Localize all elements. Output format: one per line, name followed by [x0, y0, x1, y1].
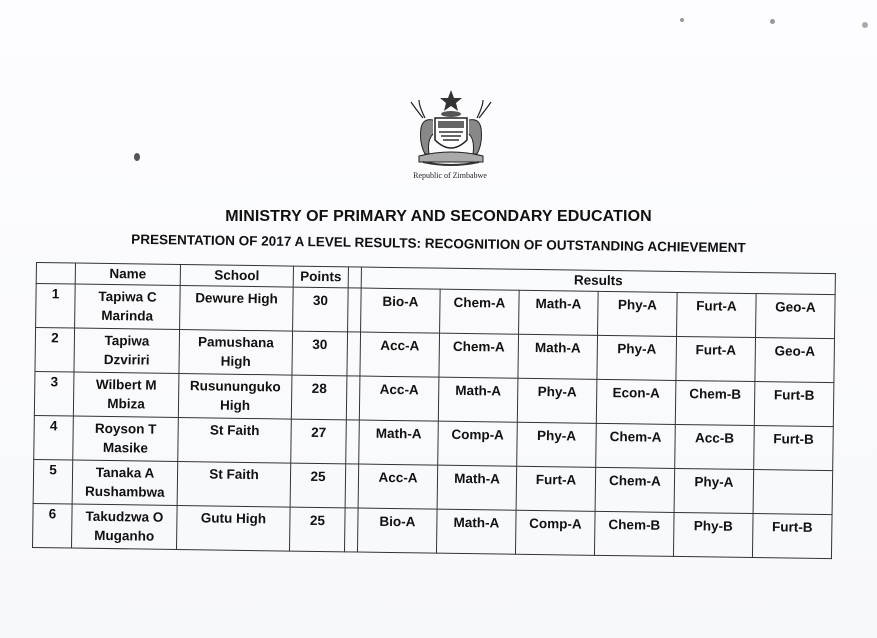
name-cell-line: Masike — [102, 439, 149, 456]
school-cell-line: Rusununguko — [189, 378, 281, 395]
scan-speck — [680, 18, 684, 22]
school-cell — [176, 505, 290, 551]
result-cell — [753, 470, 833, 515]
name-cell — [74, 328, 180, 373]
result-cell: Furt-B — [754, 382, 834, 427]
result-cell: Comp-A — [515, 510, 595, 555]
school-cell — [178, 374, 292, 420]
scan-speck — [862, 22, 868, 28]
column-header-gap — [348, 267, 361, 288]
result-cell: Math-A — [518, 334, 598, 379]
gap-cell — [347, 332, 361, 376]
gap-cell — [346, 376, 360, 420]
result-cell: Furt-A — [677, 292, 757, 337]
name-cell — [75, 284, 181, 329]
name-cell-line: Mbiza — [107, 396, 145, 412]
scan-speck — [770, 19, 775, 24]
result-cell: Phy-A — [598, 291, 678, 336]
republic-caption: Republic of Zimbabwe — [413, 171, 487, 180]
rank-cell: 2 — [35, 328, 75, 373]
name-cell-line: Takudzwa O — [85, 508, 164, 525]
name-cell-line: Dzviriri — [103, 351, 150, 368]
column-header-points: Points — [293, 266, 348, 288]
scan-speck — [134, 153, 140, 161]
name-cell — [73, 372, 179, 417]
column-header-number — [36, 263, 75, 285]
name-cell-line: Wilbert M — [95, 376, 157, 393]
rank-cell: 5 — [33, 459, 73, 504]
result-cell: Phy-A — [597, 335, 677, 380]
school-cell-line — [178, 439, 290, 460]
result-cell: Chem-A — [596, 423, 676, 468]
result-cell: Phy-B — [673, 512, 753, 557]
result-cell: Chem-B — [675, 380, 755, 425]
result-cell: Math-A — [519, 290, 599, 335]
points-cell: 25 — [289, 507, 345, 552]
points-cell: 30 — [292, 331, 348, 376]
result-cell: Geo-A — [755, 338, 835, 383]
name-cell — [72, 460, 178, 505]
school-cell — [179, 330, 293, 376]
result-cell: Chem-A — [595, 467, 675, 512]
school-cell-line: Dewure High — [195, 290, 278, 307]
document-subtitle: PRESENTATION OF 2017 A LEVEL RESULTS: RECOGNITION OF OUTSTANDING ACHIEVEMENT — [131, 231, 746, 256]
result-cell: Acc-A — [358, 464, 438, 509]
name-cell-line: Tapiwa — [104, 332, 150, 349]
school-cell-line: St Faith — [209, 466, 259, 483]
ministry-title: MINISTRY OF PRIMARY AND SECONDARY EDUCATION — [225, 208, 652, 225]
result-cell: Math-A — [437, 465, 517, 510]
result-cell: Comp-A — [438, 421, 518, 466]
name-cell-line: Rushambwa — [84, 483, 165, 500]
rank-cell: 4 — [34, 415, 74, 460]
result-cell: Math-A — [438, 377, 518, 422]
school-cell-line: Pamushana — [197, 334, 274, 351]
name-cell-line: Tanaka A — [95, 464, 155, 481]
result-cell: Acc-B — [675, 424, 755, 469]
result-cell: Math-A — [359, 420, 439, 465]
result-cell: Chem-A — [439, 333, 519, 378]
school-cell-line: St Faith — [209, 422, 260, 439]
rank-cell: 3 — [34, 371, 74, 416]
result-cell: Acc-A — [360, 332, 440, 377]
gap-cell — [346, 420, 360, 464]
column-header-name: Name — [75, 263, 180, 285]
zimbabwe-coat-of-arms-icon — [405, 88, 497, 168]
result-cell: Furt-B — [754, 426, 834, 471]
result-cell: Bio-A — [361, 288, 441, 333]
results-table — [32, 262, 836, 559]
result-cell: Furt-B — [752, 514, 832, 559]
school-cell-line: High — [220, 353, 251, 370]
result-cell: Acc-A — [359, 376, 439, 421]
school-cell — [178, 418, 292, 464]
column-header-results: Results — [361, 267, 835, 295]
rank-cell: 1 — [36, 284, 76, 329]
result-cell: Math-A — [436, 509, 516, 554]
name-cell-line: Muganho — [94, 527, 155, 544]
school-cell-line: Gutu High — [200, 510, 267, 527]
name-cell — [73, 416, 179, 461]
result-cell: Furt-A — [676, 336, 756, 381]
result-cell: Geo-A — [756, 294, 836, 339]
points-cell: 30 — [293, 287, 349, 332]
result-cell: Furt-A — [516, 466, 596, 511]
rank-cell: 6 — [33, 503, 73, 548]
name-cell-line: Tapiwa C — [98, 288, 157, 305]
name-cell-line: Royson T — [94, 420, 157, 437]
gap-cell — [344, 508, 358, 552]
result-cell: Bio-A — [357, 508, 437, 553]
school-cell-line — [177, 527, 289, 548]
school-cell-line — [180, 307, 292, 328]
result-cell: Phy-A — [674, 468, 754, 513]
result-cell: Phy-A — [517, 422, 597, 467]
gap-cell — [345, 464, 359, 508]
points-cell: 27 — [291, 419, 347, 464]
result-cell: Phy-A — [517, 378, 597, 423]
points-cell: 25 — [290, 463, 346, 508]
name-cell — [72, 504, 178, 549]
gap-cell — [348, 288, 362, 332]
result-cell: Econ-A — [596, 379, 676, 424]
points-cell: 28 — [291, 375, 347, 420]
school-cell — [180, 286, 294, 332]
result-cell: Chem-B — [594, 511, 674, 556]
column-header-school: School — [180, 265, 293, 288]
results-table-wrapper — [32, 262, 836, 559]
name-cell-line: Marinda — [101, 307, 154, 324]
school-cell-line: High — [219, 397, 251, 414]
school-cell — [177, 461, 291, 507]
result-cell: Chem-A — [440, 289, 520, 334]
school-cell-line — [178, 483, 290, 504]
